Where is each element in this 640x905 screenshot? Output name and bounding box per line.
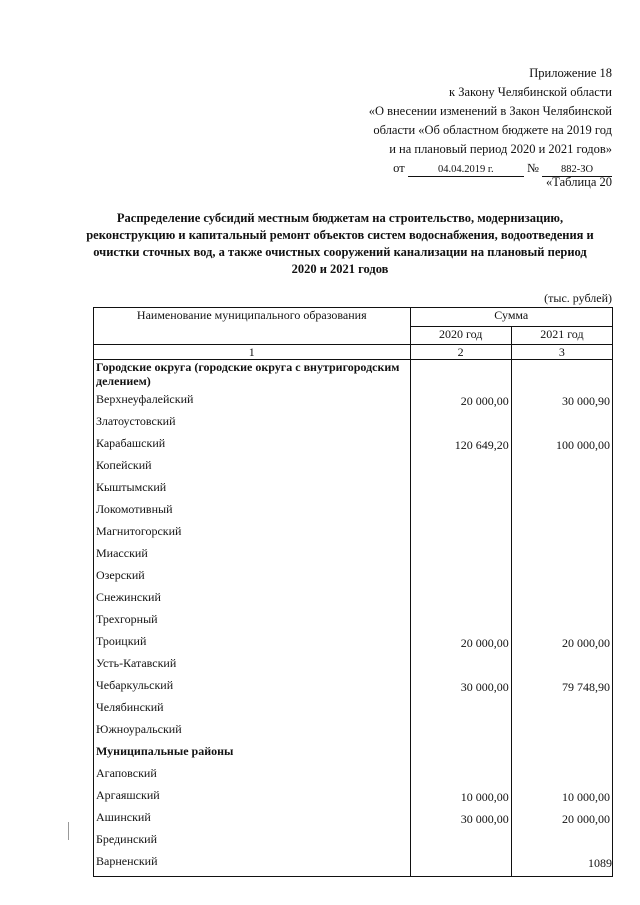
value-2021 xyxy=(511,590,612,612)
municipality-name: Ашинский xyxy=(94,810,411,832)
value-2021 xyxy=(511,656,612,678)
value-2021: 20 000,00 xyxy=(511,634,612,656)
appendix-line: к Закону Челябинской области xyxy=(449,85,612,99)
value-2020 xyxy=(410,458,511,480)
value-2021: 79 748,90 xyxy=(511,678,612,700)
column-header-sum: Сумма xyxy=(410,308,612,327)
value-2021 xyxy=(511,744,612,766)
value-2020 xyxy=(410,766,511,788)
value-2021 xyxy=(511,524,612,546)
value-2020 xyxy=(410,832,511,854)
value-2021 xyxy=(511,502,612,524)
table-label: «Таблица 20 xyxy=(546,175,612,189)
table-row xyxy=(94,854,613,877)
municipality-name: Карабашский xyxy=(94,436,411,458)
table-row xyxy=(94,458,613,480)
municipality-name: Аргаяшский xyxy=(94,788,411,810)
table-row xyxy=(94,722,613,744)
column-number: 1 xyxy=(94,345,411,360)
table-row xyxy=(94,524,613,546)
value-2021: 30 000,90 xyxy=(511,392,612,414)
section-name: Муниципальные районы xyxy=(94,744,411,766)
value-2020 xyxy=(410,700,511,722)
value-2021 xyxy=(511,546,612,568)
table-row xyxy=(94,634,613,656)
table-header-row xyxy=(94,308,613,327)
column-number: 3 xyxy=(511,345,612,360)
section-name: Городские округа (городские округа с внутригородским делением) xyxy=(94,360,411,393)
value-2020 xyxy=(410,656,511,678)
law-date: 04.04.2019 г. xyxy=(408,163,524,177)
column-number: 2 xyxy=(410,345,511,360)
municipality-name: Миасский xyxy=(94,546,411,568)
municipality-name: Варненский xyxy=(94,854,411,877)
municipality-name: Златоустовский xyxy=(94,414,411,436)
number-label: № xyxy=(526,161,539,175)
table-row xyxy=(94,612,613,634)
value-2021 xyxy=(511,360,612,393)
value-2020 xyxy=(410,524,511,546)
value-2021 xyxy=(511,722,612,744)
value-2021 xyxy=(511,458,612,480)
value-2021: 10 000,00 xyxy=(511,788,612,810)
table-row xyxy=(94,392,613,414)
appendix-line: и на плановый период 2020 и 2021 годов» xyxy=(389,142,612,156)
table-row xyxy=(94,568,613,590)
municipality-name: Копейский xyxy=(94,458,411,480)
table-row xyxy=(94,700,613,722)
units-label: (тыс. рублей) xyxy=(544,291,612,305)
column-header-name: Наименование муниципального образования xyxy=(94,308,411,345)
municipality-name: Чебаркульский xyxy=(94,678,411,700)
table-row xyxy=(94,480,613,502)
value-2020 xyxy=(410,854,511,877)
law-number: 882-ЗО xyxy=(542,163,612,177)
municipality-name: Озерский xyxy=(94,568,411,590)
value-2020: 120 649,20 xyxy=(410,436,511,458)
page-number: 1089 xyxy=(588,856,612,870)
column-header-2021: 2021 год xyxy=(511,326,612,345)
value-2020 xyxy=(410,722,511,744)
value-2021 xyxy=(511,480,612,502)
table-row xyxy=(94,414,613,436)
appendix-header xyxy=(369,64,612,178)
value-2020 xyxy=(410,568,511,590)
document-title: Распределение субсидий местным бюджетам на строительство, модернизацию, реконструкцию и капитальный ремонт объектов систем водоснабжения, водоотведения и очистки сточных вод, а также очистных сооружений канализации на плановый период 2020 и 2021 годов xyxy=(86,211,594,276)
subsidy-table xyxy=(93,307,613,877)
value-2020 xyxy=(410,502,511,524)
section-row xyxy=(94,360,613,393)
value-2020 xyxy=(410,546,511,568)
column-header-2020: 2020 год xyxy=(410,326,511,345)
value-2020: 20 000,00 xyxy=(410,634,511,656)
value-2021: 20 000,00 xyxy=(511,810,612,832)
appendix-line: области «Об областном бюджете на 2019 год xyxy=(373,123,612,137)
value-2021 xyxy=(511,568,612,590)
appendix-line: «О внесении изменений в Закон Челябинской xyxy=(368,104,612,118)
municipality-name: Кыштымский xyxy=(94,480,411,502)
municipality-name: Усть-Катавский xyxy=(94,656,411,678)
municipality-name: Верхнеуфалейский xyxy=(94,392,411,414)
value-2020 xyxy=(410,414,511,436)
municipality-name: Южноуральский xyxy=(94,722,411,744)
value-2021 xyxy=(511,612,612,634)
municipality-name: Магнитогорский xyxy=(94,524,411,546)
table-row xyxy=(94,436,613,458)
municipality-name: Трехгорный xyxy=(94,612,411,634)
value-2021 xyxy=(511,700,612,722)
table-row xyxy=(94,678,613,700)
value-2020: 20 000,00 xyxy=(410,392,511,414)
column-number-row xyxy=(94,345,613,360)
municipality-name: Брединский xyxy=(94,832,411,854)
municipality-name: Снежинский xyxy=(94,590,411,612)
value-2021 xyxy=(511,832,612,854)
section-row xyxy=(94,744,613,766)
value-2020 xyxy=(410,744,511,766)
value-2020 xyxy=(410,360,511,393)
scan-margin-mark xyxy=(68,822,69,840)
table-row xyxy=(94,590,613,612)
value-2020: 10 000,00 xyxy=(410,788,511,810)
value-2020 xyxy=(410,612,511,634)
municipality-name: Локомотивный xyxy=(94,502,411,524)
value-2020 xyxy=(410,590,511,612)
municipality-name: Агаповский xyxy=(94,766,411,788)
table-row xyxy=(94,788,613,810)
appendix-line: Приложение 18 xyxy=(529,66,612,80)
municipality-name: Троицкий xyxy=(94,634,411,656)
value-2021: 100 000,00 xyxy=(511,436,612,458)
value-2020: 30 000,00 xyxy=(410,810,511,832)
value-2021 xyxy=(511,414,612,436)
table-row xyxy=(94,656,613,678)
table-row xyxy=(94,832,613,854)
value-2020 xyxy=(410,480,511,502)
municipality-name: Челябинский xyxy=(94,700,411,722)
table-row xyxy=(94,766,613,788)
table-row xyxy=(94,810,613,832)
table-row xyxy=(94,502,613,524)
ot-label: от xyxy=(393,161,405,175)
value-2021 xyxy=(511,766,612,788)
value-2020: 30 000,00 xyxy=(410,678,511,700)
table-row xyxy=(94,546,613,568)
